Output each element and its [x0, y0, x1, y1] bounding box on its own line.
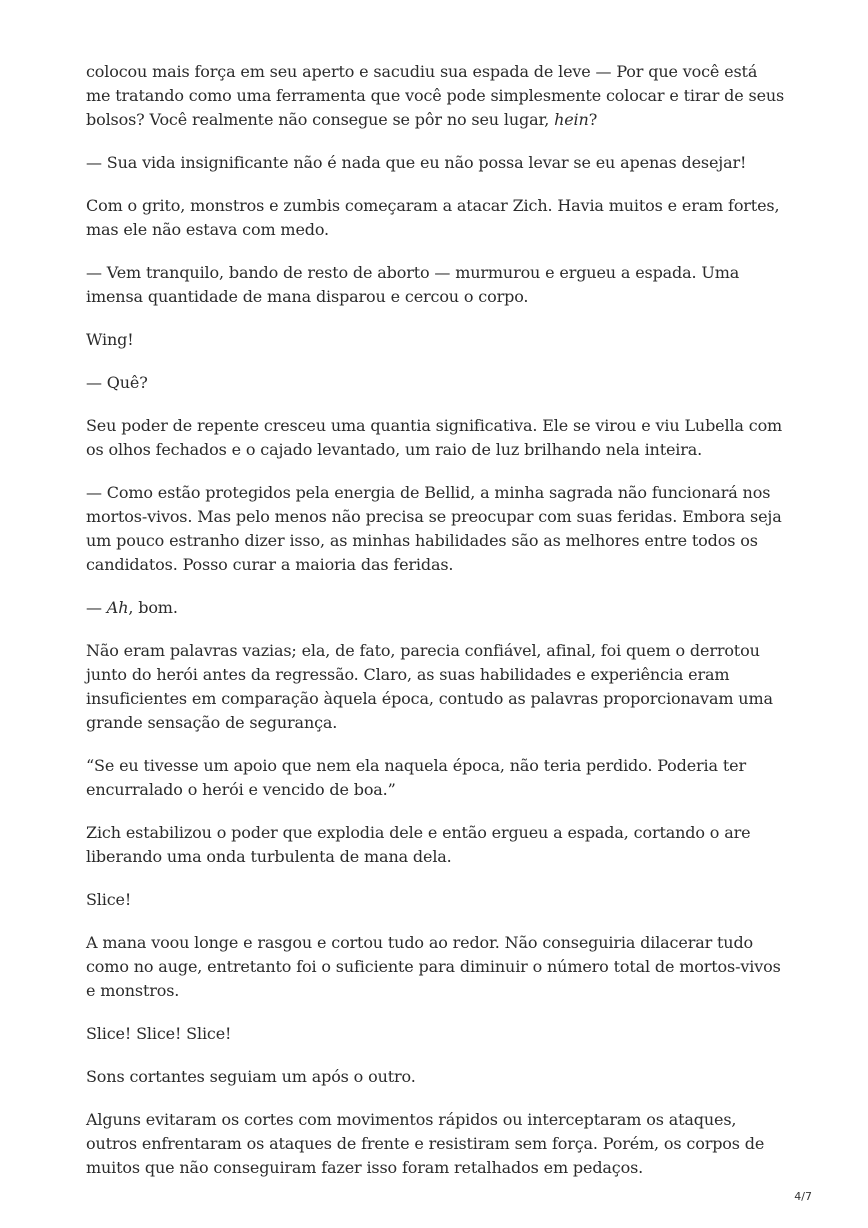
- paragraph: Slice!: [86, 890, 132, 909]
- paragraph: — Como estão protegidos pela energia de Bellid, a minha sagrada não funcionará nos mortos-vivos. Mas pelo menos não precisa se preocupar com suas feridas. Embora seja um pouco estranho dizer isso, as minhas habilidades são as melhores entre todos os candidatos. Posso curar a maioria das feridas.: [86, 483, 782, 574]
- paragraph: Wing!: [86, 330, 134, 349]
- paragraph: Alguns evitaram os cortes com movimentos rápidos ou interceptaram os ataques, outros enfrentaram os ataques de frente e resistiram sem força. Porém, os corpos de muitos que não conseguiram fazer isso foram retalhados em pedaços.: [86, 1110, 765, 1177]
- paragraph: “Se eu tivesse um apoio que nem ela naquela época, não teria perdido. Poderia ter encurralado o herói e vencido de boa.”: [86, 756, 746, 799]
- paragraph-text-after: ?: [588, 110, 598, 129]
- paragraph: Não eram palavras vazias; ela, de fato, parecia confiável, afinal, foi quem o derrotou junto do herói antes da regressão. Claro, as suas habilidades e experiência eram insuficientes em comparação àquela época, contudo as palavras proporcionavam uma grande sensação de segurança.: [86, 641, 773, 732]
- paragraph: — Sua vida insignificante não é nada que eu não possa levar se eu apenas desejar!: [86, 153, 747, 172]
- paragraph: Seu poder de repente cresceu uma quantia significativa. Ele se virou e viu Lubella com os olhos fechados e o cajado levantado, um raio de luz brilhando nela inteira.: [86, 416, 783, 459]
- paragraph: Com o grito, monstros e zumbis começaram a atacar Zich. Havia muitos e eram fortes, mas ele não estava com medo.: [86, 196, 780, 239]
- paragraph: Zich estabilizou o poder que explodia dele e então ergueu a espada, cortando o are liberando uma onda turbulenta de mana dela.: [86, 823, 751, 866]
- paragraph-italic: Ah: [106, 598, 129, 617]
- paragraph: [86, 60, 786, 132]
- paragraph: [86, 596, 786, 620]
- paragraph: — Vem tranquilo, bando de resto de aborto — murmurou e ergueu a espada. Uma imensa quantidade de mana disparou e cercou o corpo.: [86, 263, 740, 306]
- paragraph: — Quê?: [86, 373, 148, 392]
- paragraph: Sons cortantes seguiam um após o outro.: [86, 1067, 416, 1086]
- paragraph: A mana voou longe e rasgou e cortou tudo ao redor. Não conseguiria dilacerar tudo como no auge, entretanto foi o suficiente para diminuir o número total de mortos-vivos e monstros.: [86, 933, 781, 1000]
- paragraph-text: colocou mais força em seu aperto e sacudiu sua espada de leve — Por que você está me tratando como uma ferramenta que você pode simplesmente colocar e tirar de seus bolsos? Você realmente não consegue se pôr no seu lugar,: [86, 62, 785, 129]
- page-number: 4/7: [794, 1190, 812, 1203]
- paragraph-italic: hein: [554, 110, 589, 129]
- paragraph-text-after: , bom.: [128, 598, 178, 617]
- paragraph: Slice! Slice! Slice!: [86, 1024, 232, 1043]
- paragraph-text: —: [86, 598, 107, 617]
- document-body: [86, 60, 786, 1199]
